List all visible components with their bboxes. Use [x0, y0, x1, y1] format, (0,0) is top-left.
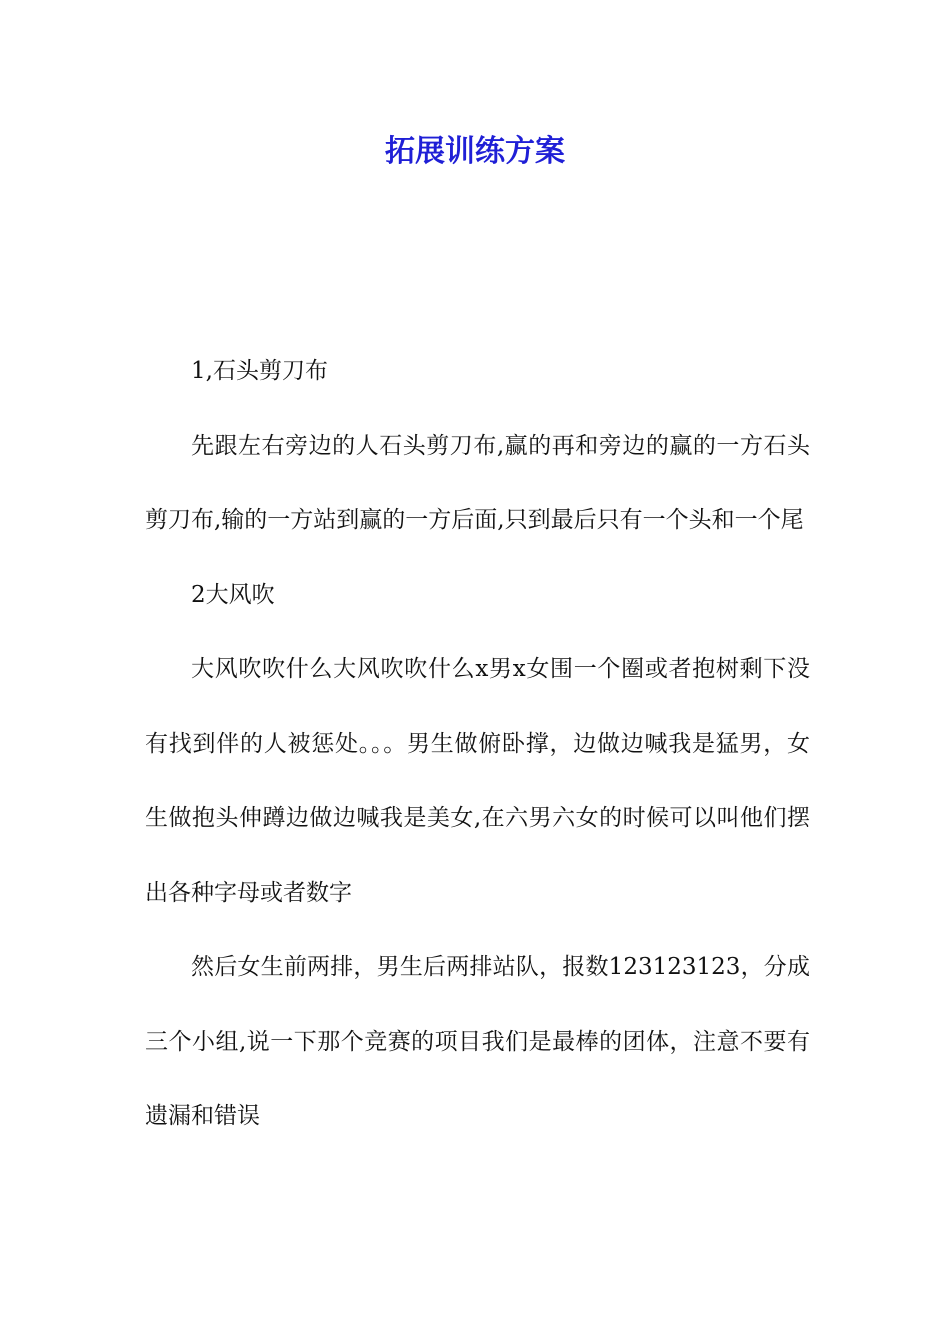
- paragraph-rock-paper-scissors-rules: 先跟左右旁边的人石头剪刀布,赢的再和旁边的赢的一方石头剪刀布,输的一方站到赢的一方后面,只到最后只有一个头和一个尾: [145, 432, 810, 533]
- paragraph-big-wind-blows-rules: 大风吹吹什么大风吹吹什么x男x女围一个圈或者抱树剩下没有找到伴的人被惩处。。。男生做俯卧撑，边做边喊我是猛男，女生做抱头伸蹲边做边喊我是美女,在六男六女的时候可以叫他们摆出各种字母或者数字: [145, 656, 810, 906]
- section-heading-rock-paper-scissors: 1,石头剪刀布: [191, 358, 328, 384]
- document-body: [145, 334, 810, 1154]
- paragraph-grouping-instructions: 然后女生前两排，男生后两排站队，报数123123123，分成三个小组,说一下那个竞赛的项目我们是最棒的团体，注意不要有遗漏和错误: [145, 954, 810, 1129]
- section-heading-big-wind-blows: 2大风吹: [191, 581, 275, 608]
- page-title: 拓展训练方案: [385, 134, 565, 169]
